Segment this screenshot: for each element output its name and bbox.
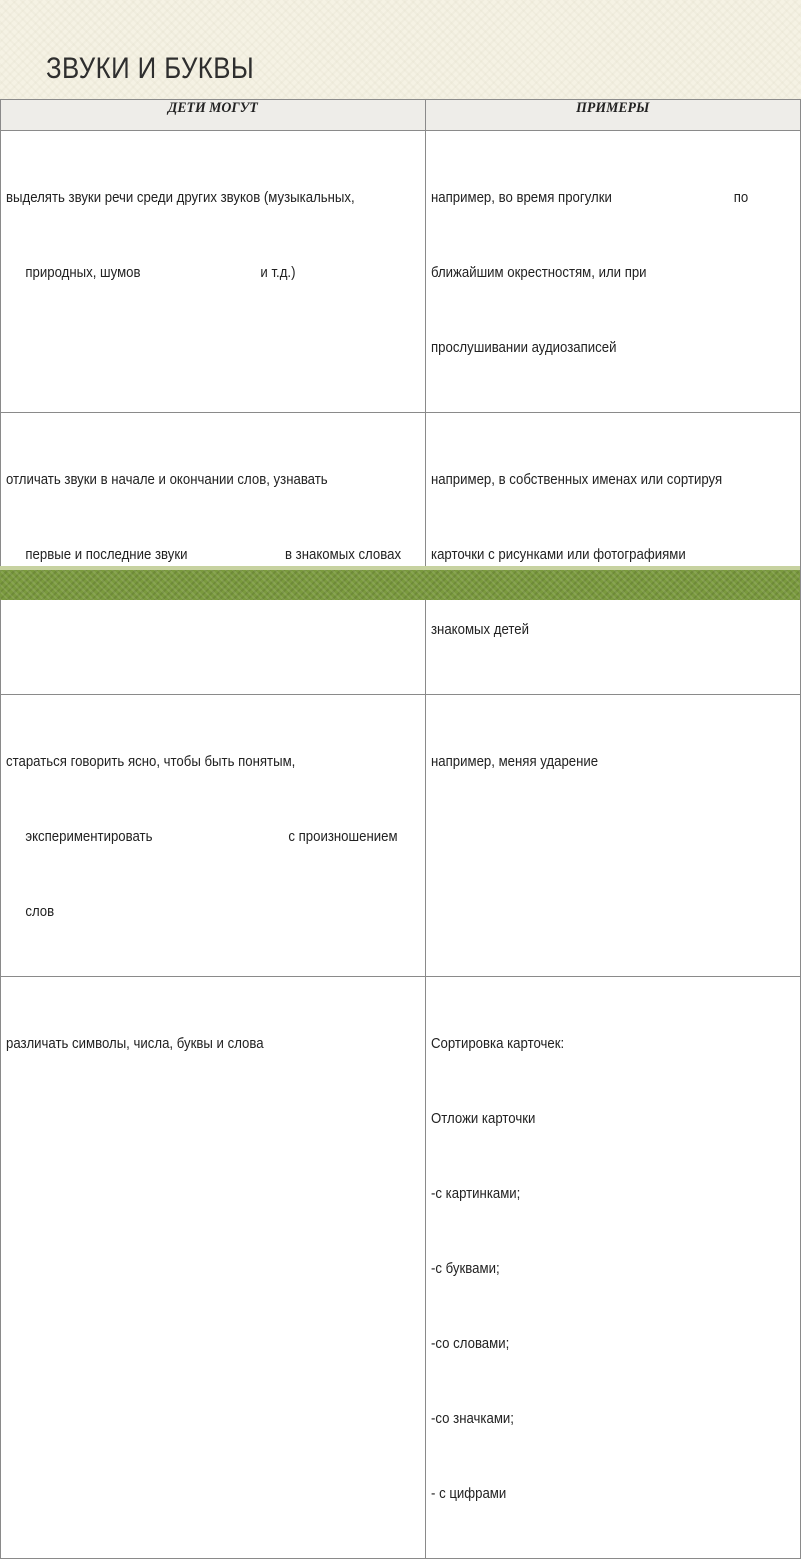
skill-cell <box>1 413 426 695</box>
cell-line: экспериментировать с произношением <box>25 828 398 845</box>
cell-line: выделять звуки речи среди других звуков (музыкальных, <box>6 189 355 206</box>
table-row <box>1 413 801 695</box>
example-cell <box>426 977 801 1559</box>
cell-line: отличать звуки в начале и окончании слов, узнавать <box>6 471 328 488</box>
example-cell <box>426 413 801 695</box>
cell-line: ближайшим окрестностям, или при <box>431 264 647 281</box>
cell-line: различать символы, числа, буквы и слова <box>6 1035 264 1052</box>
column-header-examples: ПРИМЕРЫ <box>426 100 801 131</box>
cell-line: например, в собственных именах или сортируя <box>431 471 723 488</box>
slide-title: ЗВУКИ И БУКВЫ <box>46 52 255 85</box>
skill-cell <box>1 131 426 413</box>
cell-line: -с картинками; <box>431 1185 521 1202</box>
skill-cell <box>1 695 426 977</box>
cell-line: - с цифрами <box>431 1485 507 1502</box>
cell-line: например, во время прогулки по <box>431 189 749 206</box>
cell-line: природных, шумов и т.д.) <box>25 264 296 281</box>
table <box>0 99 801 1559</box>
cell-line: первые и последние звуки в знакомых словах <box>25 546 402 563</box>
column-header-children-can: ДЕТИ МОГУТ <box>1 100 426 131</box>
skills-table <box>0 99 800 1559</box>
cell-line: карточки с рисунками или фотографиями <box>431 546 686 563</box>
cell-line: например, меняя ударение <box>431 753 599 770</box>
table-row <box>1 977 801 1559</box>
cell-line: слов <box>25 903 55 920</box>
cell-line: -со словами; <box>431 1335 510 1352</box>
cell-line: -с буквами; <box>431 1260 500 1277</box>
cell-line: Сортировка карточек: <box>431 1035 565 1052</box>
footer-band <box>0 570 800 600</box>
example-cell <box>426 131 801 413</box>
cell-line: знакомых детей <box>431 621 529 638</box>
skill-cell <box>1 977 426 1559</box>
example-cell <box>426 695 801 977</box>
table-row <box>1 695 801 977</box>
table-row <box>1 131 801 413</box>
table-header-row <box>1 100 801 131</box>
cell-line: прослушивании аудиозаписей <box>431 339 617 356</box>
cell-line: стараться говорить ясно, чтобы быть понятым, <box>6 753 296 770</box>
cell-line: -со значками; <box>431 1410 514 1427</box>
cell-line: Отложи карточки <box>431 1110 536 1127</box>
